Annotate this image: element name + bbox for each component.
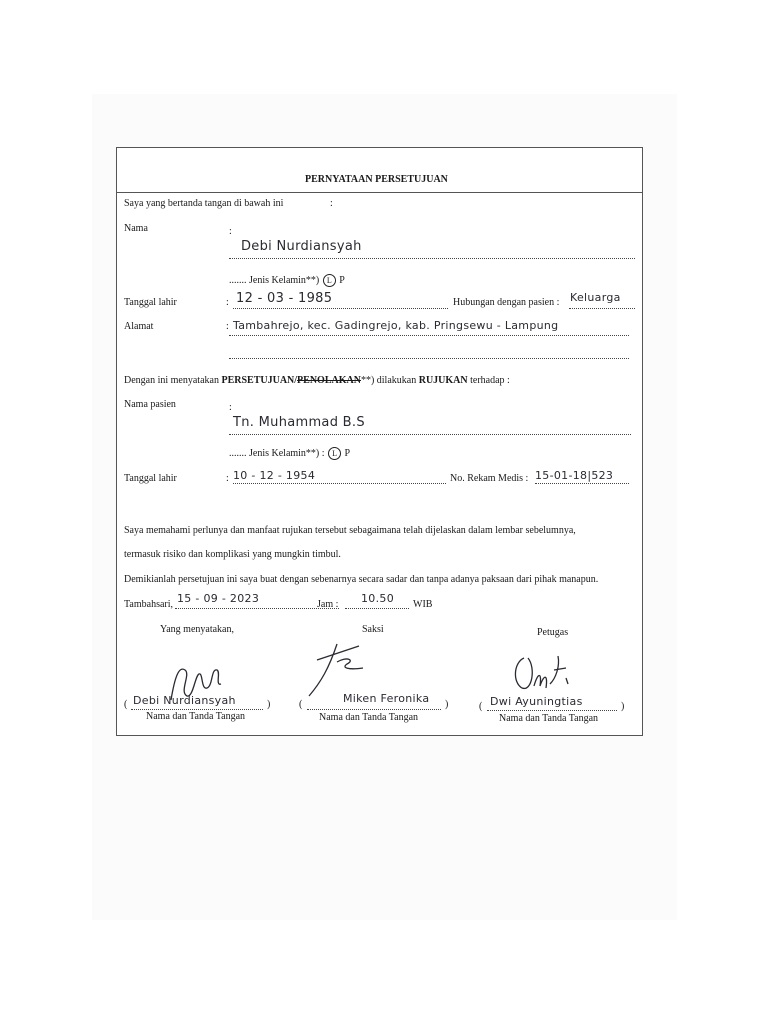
value-tanggal: 15 - 09 - 2023 — [177, 592, 260, 605]
gender-p-2: P — [344, 448, 351, 459]
value-tanggal-lahir-pasien: 10 - 12 - 1954 — [233, 469, 316, 482]
sig2-open: ( — [299, 699, 303, 710]
statement-line — [124, 375, 510, 387]
jenis-kelamin-1 — [229, 274, 345, 287]
consent-form — [116, 147, 643, 736]
statement-suffix: terhadap : — [470, 375, 510, 386]
sign-yang-menyatakan: Yang menyatakan, — [160, 624, 234, 635]
jenis-label: ....... Jenis Kelamin**) — [229, 275, 320, 286]
label-no-rekam: No. Rekam Medis : — [450, 473, 529, 484]
intro-colon: : — [330, 198, 333, 209]
gender-l-circled-2: L — [328, 447, 341, 460]
value-alamat: Tambahrejo, kec. Gadingrejo, kab. Pringsewu - Lampung — [233, 319, 559, 332]
paragraph-line-1: Saya memahami perlunya dan manfaat rujukan tersebut sebagaimana telah dijelaskan dalam lembar sebelumnya, — [124, 525, 576, 536]
gender-p: P — [339, 275, 345, 286]
title-divider — [117, 192, 642, 193]
jenis-label-2: ....... Jenis Kelamin**) : — [229, 448, 325, 459]
value-nama: Debi Nurdiansyah — [241, 239, 362, 254]
label-alamat: Alamat — [124, 321, 154, 332]
form-title: PERNYATAAN PERSETUJUAN — [305, 174, 448, 185]
paragraph-line-3: Demikianlah persetujuan ini saya buat dengan sebenarnya secara sadar dan tanpa adanya paksaan dari pihak manapun. — [124, 574, 599, 585]
value-no-rekam: 15-01-18|523 — [535, 469, 614, 482]
dotline-alamat-1 — [229, 335, 629, 336]
alamat-colon: : — [226, 321, 229, 332]
sig1-open: ( — [124, 699, 128, 710]
statement-middle: **) dilakukan — [360, 375, 417, 386]
statement-rujukan: RUJUKAN — [418, 375, 468, 386]
jam-label: Jam : — [317, 599, 339, 610]
statement-penolakan: PENOLAKAN — [297, 375, 361, 386]
dotline-nama-pasien — [229, 434, 631, 435]
tgl-pasien-colon: : — [226, 473, 229, 484]
dotline-nama — [229, 258, 635, 259]
caption-petugas: Nama dan Tanda Tangan — [499, 713, 599, 724]
caption-menyatakan: Nama dan Tanda Tangan — [146, 711, 246, 722]
dotline-hubungan — [569, 308, 635, 309]
nama-colon: : — [229, 226, 232, 237]
value-nama-pasien: Tn. Muhammad B.S — [233, 415, 365, 430]
sig1-close: ) — [267, 699, 271, 710]
dotline-alamat-2 — [229, 358, 629, 359]
nama-pasien-colon: : — [229, 402, 232, 413]
intro-text: Saya yang bertanda tangan di bawah ini — [124, 198, 284, 209]
statement-persetujuan: PERSETUJUAN/ — [221, 375, 298, 386]
label-tanggal-lahir: Tanggal lahir — [124, 297, 177, 308]
dotline-tgl — [233, 308, 448, 309]
value-nama-menyatakan: Debi Nurdiansyah — [133, 694, 236, 707]
value-nama-saksi: Miken Feronika — [343, 692, 430, 705]
sig2-close: ) — [445, 699, 449, 710]
sig3-close: ) — [621, 701, 625, 712]
dotline-no-rekam — [535, 483, 629, 484]
signature-saksi — [307, 638, 377, 698]
dotline-jam — [345, 608, 409, 609]
value-nama-petugas: Dwi Ayuningtias — [490, 695, 583, 708]
statement-prefix: Dengan ini menyatakan — [124, 375, 219, 386]
value-jam: 10.50 — [361, 592, 394, 605]
caption-saksi: Nama dan Tanda Tangan — [319, 712, 419, 723]
gender-l-circled: L — [323, 274, 336, 287]
wib-label: WIB — [413, 599, 433, 610]
place-label: Tambahsari, — [124, 599, 174, 610]
tgl-colon: : — [226, 297, 229, 308]
sign-saksi: Saksi — [362, 624, 384, 635]
dotline-sig3 — [487, 710, 617, 711]
dotline-tanggal — [175, 608, 339, 609]
signature-petugas — [510, 648, 580, 698]
dotline-tgl-pasien — [233, 483, 446, 484]
jenis-kelamin-2 — [229, 447, 350, 460]
label-nama-pasien: Nama pasien — [124, 399, 176, 410]
paragraph-line-2: termasuk risiko dan komplikasi yang mungkin timbul. — [124, 549, 341, 560]
value-hubungan: Keluarga — [570, 291, 621, 304]
label-nama: Nama — [124, 223, 148, 234]
value-tanggal-lahir: 12 - 03 - 1985 — [236, 291, 333, 306]
label-tanggal-lahir-pasien: Tanggal lahir — [124, 473, 177, 484]
dotline-sig1 — [131, 709, 263, 710]
label-hubungan: Hubungan dengan pasien : — [453, 297, 560, 308]
dotline-sig2 — [307, 709, 441, 710]
sig3-open: ( — [479, 701, 483, 712]
sign-petugas: Petugas — [537, 627, 569, 638]
